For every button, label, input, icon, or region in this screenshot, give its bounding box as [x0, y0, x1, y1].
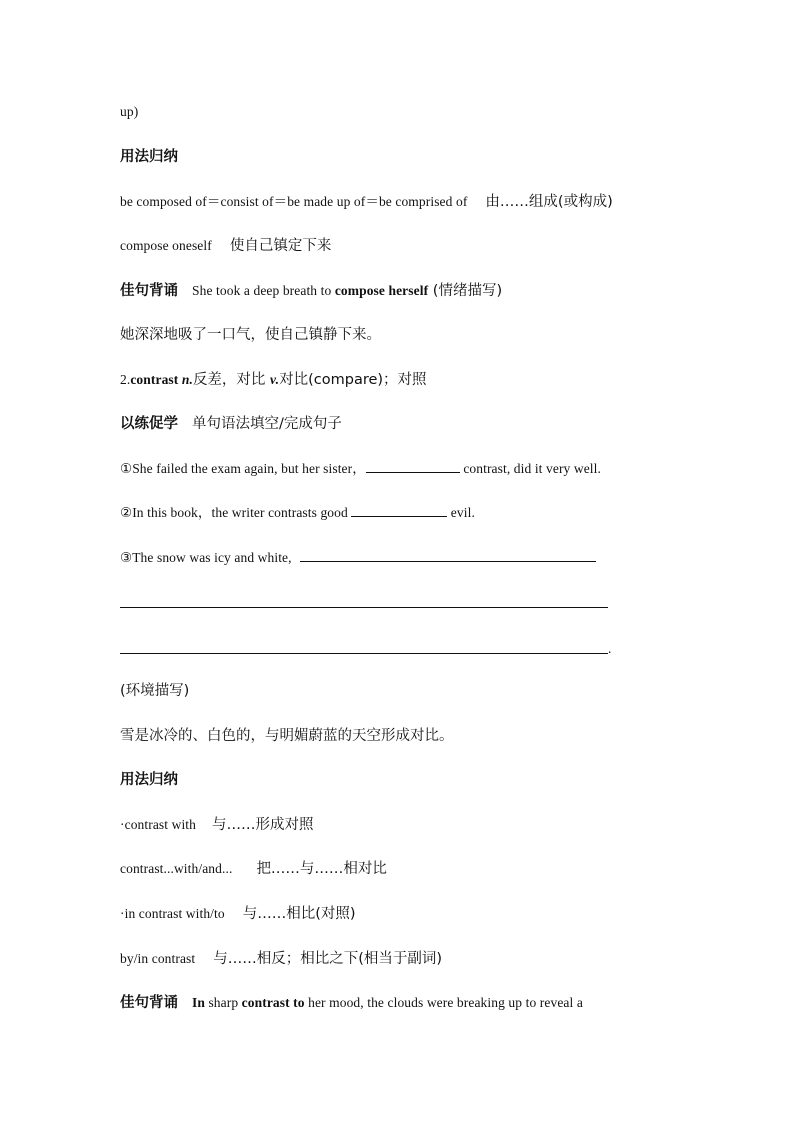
usage-item	[120, 193, 613, 212]
part-of-speech: v.	[270, 372, 280, 387]
answer-line[interactable]	[120, 653, 608, 654]
usage-meaning: 与……相反；相比之下(相当于副词)	[213, 951, 443, 967]
example-keyword: compose herself	[334, 283, 429, 298]
usage-phrase: be composed of＝consist of＝be made up of＝be comprised of	[120, 194, 468, 209]
answer-blank[interactable]	[351, 504, 447, 517]
answer-blank[interactable]	[366, 460, 460, 473]
vocab-entry	[120, 371, 427, 390]
example-keyword: In	[192, 995, 205, 1010]
usage-phrase: ·contrast with	[120, 817, 197, 832]
example-text: her mood, the clouds were breaking up to reveal a	[304, 995, 583, 1010]
example-heading: 佳句背诵	[120, 283, 178, 299]
part-of-speech: n.	[181, 372, 193, 387]
text-line: up)	[120, 104, 139, 119]
example-text: She took a deep breath to	[192, 283, 335, 298]
example-note: (情绪描写)	[428, 283, 503, 299]
usage-meaning: 由……组成(或构成)	[485, 194, 613, 210]
usage-heading: 用法归纳	[120, 772, 178, 788]
usage-item	[120, 816, 314, 835]
example-keyword: contrast to	[241, 995, 305, 1010]
usage-phrase: by/in contrast	[120, 951, 196, 966]
exercise-item	[120, 460, 601, 479]
exercise-item	[120, 504, 475, 523]
exercise-text: evil.	[447, 505, 475, 520]
usage-item	[120, 905, 356, 924]
answer-blank[interactable]	[300, 549, 596, 562]
practice-title: 以练促学	[120, 416, 178, 432]
example-sentence	[120, 994, 583, 1013]
usage-meaning: 与……相比(对照)	[242, 906, 356, 922]
usage-phrase: ·in contrast with/to	[120, 906, 225, 921]
exercise-text: ①She failed the exam again, but her sister，	[120, 461, 366, 476]
answer-line[interactable]	[120, 607, 608, 608]
exercise-text: ②In this book，the writer contrasts good	[120, 505, 352, 520]
usage-phrase: compose oneself	[120, 238, 212, 253]
example-sentence	[120, 282, 502, 301]
exercise-text: contrast, did it very well.	[459, 461, 601, 476]
practice-heading	[120, 415, 342, 434]
exercise-note: (环境描写)	[120, 683, 190, 699]
usage-item	[120, 950, 442, 969]
usage-heading: 用法归纳	[120, 149, 178, 165]
entry-word: contrast	[130, 372, 182, 387]
usage-meaning: 使自己镇定下来	[229, 238, 332, 254]
entry-number: 2.	[120, 372, 131, 387]
entry-meaning: 反差，对比	[192, 372, 271, 388]
example-heading: 佳句背诵	[120, 995, 178, 1011]
exercise-item	[120, 549, 596, 568]
usage-phrase: contrast...with/and...	[120, 861, 233, 876]
usage-item	[120, 860, 387, 879]
practice-subtitle: 单句语法填空/完成句子	[192, 416, 342, 432]
sentence-end-period: .	[608, 641, 612, 656]
exercise-text: ③The snow was icy and white,	[120, 550, 292, 565]
translation-line: 她深深地吸了一口气，使自己镇静下来。	[120, 327, 381, 343]
usage-meaning: 把……与……相对比	[256, 861, 387, 877]
usage-meaning: 与……形成对照	[212, 817, 314, 833]
usage-item	[120, 237, 331, 256]
translation-line: 雪是冰冷的、白色的，与明媚蔚蓝的天空形成对比。	[120, 728, 454, 744]
entry-meaning: 对比(compare)；对照	[279, 372, 427, 388]
example-text: sharp	[204, 995, 242, 1010]
